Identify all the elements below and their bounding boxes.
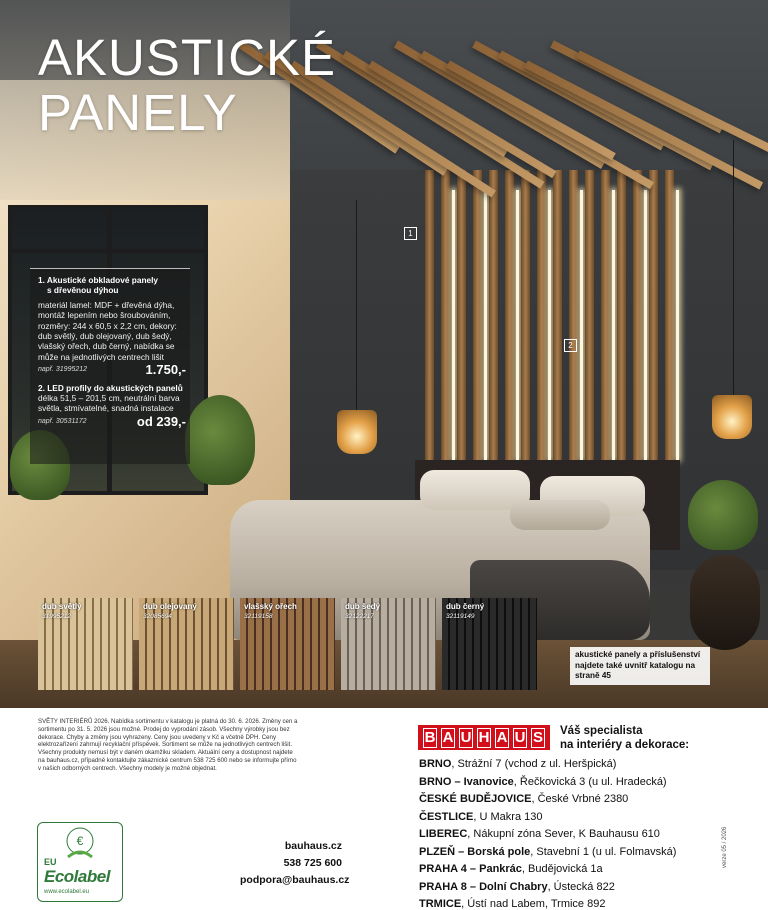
- led-strip: [580, 190, 583, 460]
- store-item: PRAHA 8 – Dolní Chabry, Ústecká 822: [419, 880, 615, 893]
- product-info-box: [30, 268, 190, 464]
- swatch-code: 32085694: [143, 613, 172, 620]
- store-item: PRAHA 4 – Pankrác, Budějovická 1a: [419, 863, 603, 875]
- tagline: [560, 724, 689, 752]
- ecolabel-name: Ecolabel: [44, 867, 110, 886]
- pendant-lamp-left: [337, 410, 377, 454]
- logo-letter: A: [496, 728, 508, 746]
- wall-slat: [617, 170, 626, 470]
- swatch-label: dub olejovaný: [143, 602, 197, 611]
- contact-block: [240, 838, 350, 889]
- callout-2: 2: [564, 339, 577, 352]
- pendant-lamp-right: [712, 395, 752, 439]
- contact-web[interactable]: bauhaus.cz: [284, 840, 342, 852]
- swatch-code: 31995212: [42, 613, 71, 620]
- swatch-vlassky-orech: [240, 598, 335, 690]
- product-2-price: od 239,-: [136, 413, 186, 429]
- ecolabel-logo: [37, 822, 123, 902]
- wall-slat: [521, 170, 530, 470]
- title-line-1: AKUSTICKÉ: [38, 29, 337, 86]
- logo-letter: H: [478, 728, 490, 746]
- wall-slat: [649, 170, 658, 470]
- led-strip: [644, 190, 647, 460]
- logo-letter: U: [460, 728, 472, 746]
- store-item: TRMICE, Ústí nad Labem, Trmice 892: [419, 898, 606, 910]
- swatch-code: 32122217: [345, 613, 374, 620]
- tagline-line-2: na interiéry a dekorace:: [560, 739, 690, 751]
- logo-letter: B: [424, 728, 436, 746]
- contact-email[interactable]: podpora@bauhaus.cz: [240, 874, 350, 886]
- wall-slat: [441, 170, 450, 470]
- ecolabel-eu: EU: [44, 857, 57, 867]
- product-1-price: 1.750,-: [145, 362, 186, 378]
- store-item: ČESTLICE, U Makra 130: [419, 810, 543, 823]
- product-1-heading: 1. Akustické obkladové panely: [38, 275, 159, 285]
- product-1-description: materiál lamel: MDF + dřevěná dýha, montáž lepením nebo šroubováním, rozměry: 244 x 60,5 x 2,2 cm, dekory: dub světlý, dub olejovaný, dub šedý, vlašský ořech, dub černý, nabídka se může na jednotlivých centrech lišit: [38, 299, 177, 362]
- store-list: [419, 756, 739, 910]
- tagline-line-1: Váš specialista: [560, 725, 643, 737]
- wall-slat: [601, 170, 610, 470]
- product-1-subheading: s dřevěnou dýhou: [47, 285, 119, 296]
- svg-text:€: €: [76, 834, 84, 848]
- wall-slat: [489, 170, 498, 470]
- plant-left: [185, 395, 255, 485]
- wall-slat: [553, 170, 562, 470]
- swatch-code: 32119158: [244, 613, 273, 620]
- swatch-code: 32119149: [446, 613, 475, 620]
- product-2-description: délka 51,5 – 201,5 cm, neutrální barva světla, stmívatelné, snadná instalace: [38, 393, 180, 414]
- store-item: BRNO – Ivanovice, Řečkovická 3 (u ul. Hradecká): [419, 775, 667, 788]
- swatch-label: dub černý: [446, 602, 485, 611]
- callout-1: 1: [404, 227, 417, 240]
- title-line-2: PANELY: [38, 84, 238, 141]
- page-title: [38, 30, 336, 140]
- store-item: PLZEŇ – Borská pole, Stavební 1 (u ul. Folmavská): [419, 845, 677, 858]
- swatch-label: dub šedý: [345, 602, 381, 611]
- wall-slat: [633, 170, 642, 470]
- store-item: LIBEREC, Nákupní zóna Sever, K Bauhausu 610: [419, 828, 660, 840]
- swatch-label: vlašský ořech: [244, 602, 297, 611]
- wall-slat: [569, 170, 578, 470]
- product-2-heading: 2. LED profily do akustických panelů: [38, 382, 183, 393]
- swatch-dub-svetly: [38, 598, 133, 690]
- led-strip: [452, 190, 455, 460]
- wall-slat: [473, 170, 482, 470]
- led-strip: [676, 190, 679, 460]
- wall-slat: [457, 170, 466, 470]
- swatch-dub-olejovany: [139, 598, 234, 690]
- logo-letter: U: [514, 728, 526, 746]
- store-item: ČESKÉ BUDĚJOVICE, České Vrbné 2380: [419, 793, 629, 805]
- logo-letter: S: [532, 728, 543, 746]
- product-2-code: např. 30531172: [38, 417, 87, 425]
- led-strip: [612, 190, 615, 460]
- logo-letter: A: [442, 728, 454, 746]
- swatch-dub-cerny: [442, 598, 537, 690]
- swatch-label: dub světlý: [42, 602, 82, 611]
- version-label: verze 05 / 2026: [722, 826, 728, 868]
- wall-slat: [425, 170, 434, 470]
- bauhaus-logo: [418, 725, 550, 750]
- wall-slat: [665, 170, 674, 470]
- product-1-code: např. 31995212: [38, 366, 88, 374]
- catalog-note: akustické panely a příslušenství najdete také uvnitř katalogu na straně 45: [570, 647, 710, 685]
- swatch-dub-sedy: [341, 598, 436, 690]
- led-strip: [484, 190, 487, 460]
- ecolabel-url: www.ecolabel.eu: [44, 889, 90, 895]
- plant-right: [688, 480, 758, 550]
- led-strip: [516, 190, 519, 460]
- store-item: BRNO, Strážní 7 (vchod z ul. Heršpická): [419, 758, 617, 770]
- contact-phone[interactable]: 538 725 600: [283, 857, 342, 869]
- wall-slat: [585, 170, 594, 470]
- legal-text: SVĚTY INTERIÉRŮ 2026. Nabídka sortimentu v katalogu je platná do 30. 6. 2026. Změny cen a sortimentu po 31. 5. 2026 jsou možné. Prodej do vyprodání zásob. Všechny výrobky jsou bez dekorace. Chyby a změny jsou vyhrazeny. Ceny jsou uvedeny v Kč a včetně DPH. Ceny elektrozařízení zahrnují recyklační příspěvek. Sortiment se může na jednotlivých centrech lišit. Všechny produkty nemusí být v daném okamžiku skladem. Aktuální ceny a dostupnost najdete na bauhaus.cz, případně kontaktujte zákaznické centrum 538 725 600 nebo se informujte přímo v našich odborných centrech. Všechny modely je možné objednat.: [38, 718, 298, 772]
- decor-swatches: [38, 598, 538, 690]
- led-strip: [548, 190, 551, 460]
- wall-slat: [505, 170, 514, 470]
- wall-slat: [537, 170, 546, 470]
- acoustic-panel-wall: [425, 170, 680, 470]
- nightstand: [690, 555, 760, 650]
